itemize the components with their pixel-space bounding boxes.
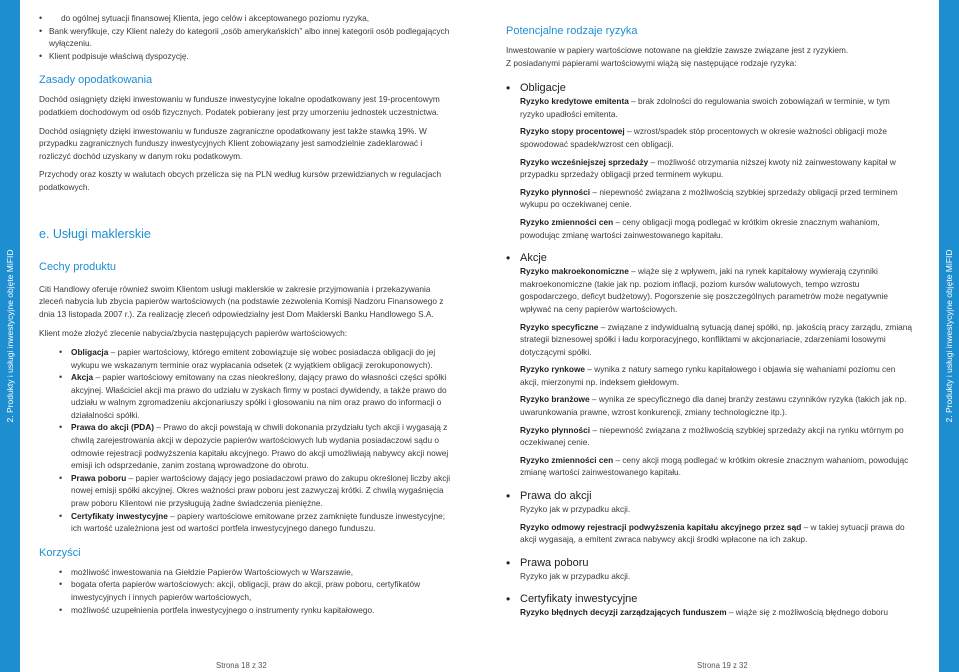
sidebar-label-left: 2. Produkty i usługi inwestycyjne objęte MiFID — [5, 249, 15, 423]
risk-item: Ryzyko odmowy rejestracji podwyższenia kapitału akcyjnego przez sąd – w takiej sytuacji prawa do akcji wygasają, a emitent zwraca nabywcy akcji środki wpłacone na ich zakup. — [520, 521, 905, 545]
risk-item: Ryzyko makroekonomiczne – wiąże się z wpływem, jaki na rynek kapitałowy wywierają czynniki makroekonomiczne (takie jak np. poziom inflacji, poziom kursów walutowych, tempo wzrostu gospodarczego, deficyt budżetowy). Pogorszenie się poszczególnych parametrów może negatywnie wpływać na ceny papierów wartościowych. — [520, 266, 889, 314]
risk-note: Ryzyko jak w przypadku akcji. — [520, 570, 631, 581]
tax-paragraph-1: Dochód osiągnięty dzięki inwestowaniu w fundusze inwestycyjne lokalne opodatkowany jest 19-procentowym podatkiem dochodowym od osób fizycznych. Podatek pobierany jest przy umorzeniu jednostek uczestnictwa. — [39, 94, 440, 117]
risk-group-investment-certificates-items — [506, 606, 913, 619]
right-sidebar-bar — [939, 0, 959, 672]
risk-item: Ryzyko zmienności cen – ceny akcji mogą podlegać w krótkim okresie znacznym wahaniom, powodując zmianę wartości zainwestowanego kapitału. — [520, 454, 909, 478]
risk-item: Ryzyko płynności – niepewność związana z możliwością szybkiej sprzedaży obligacji przed terminem wykupu po oczekiwanej cenie. — [520, 186, 898, 210]
risk-group-stocks-items — [506, 265, 913, 479]
risk-group-subscription-rights: • Prawa poboru — [506, 556, 913, 570]
risk-item: Ryzyko branżowe – wynika ze specyficznego dla danej branży zestawu czynników ryzyka (takich jak np. uwarunkowania prawne, wzrost konkurencji, zmiany technologiczne itp.). — [520, 394, 907, 418]
risk-item: Ryzyko błędnych decyzji zarządzających funduszem – wiąże się z możliwością błędnego doboru — [520, 607, 888, 618]
risk-note: Ryzyko jak w przypadku akcji. — [520, 504, 631, 515]
benefits-list — [39, 566, 451, 616]
features-paragraph-2: Klient może złożyć zlecenie nabycia/zbycia następujących papierów wartościowych: — [39, 328, 348, 339]
risk-item: Ryzyko płynności – niepewność związana z możliwością szybkiej sprzedaży akcji na rynku wtórnym po oczekiwanej cenie. — [520, 424, 904, 448]
list-item: • Obligacja – papier wartościowy, którego emitent zobowiązuje się wobec posiadacza obligacji do jej wykupu we wskazanym terminie oraz wypłacania odsetek (z wyjątkiem obligacji zerokuponowych). — [61, 346, 451, 371]
tax-paragraph-3: Przychody oraz koszty w walutach obcych przelicza się na PLN według kursów przewidzianych w regulacjach podatkowych. — [39, 169, 442, 192]
risk-item: Ryzyko kredytowe emitenta – brak zdolności do regulowania swoich zobowiązań w terminie, w tym ryzyko upadłości emitenta. — [520, 96, 890, 119]
page-number-right: Strona 19 z 32 — [697, 661, 748, 670]
list-item: • Certyfikaty inwestycyjne – papiery wartościowe emitowane przez zamknięte fundusze inwestycyjne; ich wartość uzależniona jest od wartości portfela inwestycyjnego danego funduszu. — [61, 510, 451, 535]
left-sidebar-bar — [0, 0, 20, 672]
tax-paragraph-2: Dochód osiągnięty dzięki inwestowaniu w fundusze zagraniczne opodatkowany jest także stawką 19%. W przypadku zagranicznych funduszy inwestycyjnych Klient zobowiązany jest samodzielnie zadeklarować i rozliczyć dochód uzyskany w danym roku podatkowym. — [39, 125, 427, 161]
sidebar-label-right: 2. Produkty i usługi inwestycyjne objęte MiFID — [944, 249, 954, 423]
list-item: • Klient podpisuje właściwą dyspozycję. — [39, 50, 451, 63]
list-item: • Bank weryfikuje, czy Klient należy do kategorii „osób amerykańskich” albo innej kategorii osób podlegających wyłączeniu. — [39, 25, 451, 50]
benefits-heading: Korzyści — [39, 546, 81, 559]
risk-group-bonds: • Obligacje — [506, 81, 913, 95]
risk-item: Ryzyko wcześniejszej sprzedaży – możliwość otrzymania niższej kwoty niż zainwestowany kapitał w przypadku sprzedaży obligacji przed terminem wykupu. — [520, 156, 896, 180]
features-paragraph-1: Citi Handlowy oferuje również swoim Klientom usługi maklerskie w zakresie przyjmowania i przekazywania zleceń nabycia lub zbycia papierów wartościowych (na podstawie zezwolenia Komisji Nadzoru Finansowego z dnia 13 listopada 2007 r.). Za realizację zleceń odpowiedzialny jest Dom Maklerski Banku Handlowego S.A. — [39, 283, 444, 319]
risk-item: Ryzyko rynkowe – wynika z natury samego rynku kapitałowego i objawia się wahaniami poziomu cen akcji, mierzonymi np. indeksem giełdowym. — [520, 364, 896, 387]
list-item: • do ogólnej sytuacji finansowej Klienta, jego celów i akceptowanego poziomu ryzyka, — [39, 12, 451, 25]
tax-heading: Zasady opodatkowania — [39, 74, 153, 87]
list-item: • bogata oferta papierów wartościowych: akcji, obligacji, praw do akcji, praw poboru, certyfikatów inwestycyjnych i innych papierów wartościowych, — [61, 578, 451, 603]
right-page-column — [506, 0, 913, 619]
features-heading: Cechy produktu — [39, 260, 117, 273]
risk-group-stocks: • Akcje — [506, 251, 913, 265]
section-title: e. Usługi maklerskie — [39, 226, 151, 241]
list-item: • Prawa poboru – papier wartościowy dający jego posiadaczowi prawo do zakupu określonej liczby akcji nowej emisji spółki akcyjnej. Okres ważności praw poboru jest zazwyczaj krótki. Z chwilą wygaśnięcia praw poboru Klientowi nie przysługują żadne świadczenia pieniężne. — [61, 472, 451, 510]
risk-group-investment-certificates: • Certyfikaty inwestycyjne — [506, 592, 913, 606]
risk-group-bonds-items — [506, 95, 913, 241]
risk-item: Ryzyko stopy procentowej – wzrost/spadek stóp procentowych w okresie ważności obligacji może spowodować spadek/wzrost cen obligacji. — [520, 126, 888, 149]
risk-item: Ryzyko specyficzne – związane z indywidualną sytuacją danej spółki, np. jakością pracy zarządu, zmianą strategii biznesowej spółki i ładu korporacyjnego, konfliktami w akcjonariacie, zdarzeniami losowymi dotyczącymi spółki. — [520, 321, 913, 357]
risk-group-subscription-rights-items — [506, 570, 913, 583]
risk-group-rights-to-shares-items — [506, 503, 913, 546]
intro-bullets — [39, 12, 451, 62]
risk-intro-1: Inwestowanie w papiery wartościowe notowane na giełdzie zawsze związane jest z ryzykiem. — [506, 45, 849, 55]
risk-group-rights-to-shares: • Prawa do akcji — [506, 489, 913, 503]
risk-intro-2: Z posiadanymi papierami wartościowymi wiążą się następujące rodzaje ryzyka: — [506, 57, 797, 68]
risk-heading: Potencjalne rodzaje ryzyka — [506, 25, 638, 37]
list-item: • Akcja – papier wartościowy emitowany na czas nieokreślony, dający prawo do własności części spółki akcyjnej. Właściciel akcji ma prawo do udziału w zyskach firmy w postaci dywidendy, a także prawo do udziału w walnym zgromadzeniu akcjonariuszy spółki i głosowaniu na nim oraz prawo do informacji o działalności spółki. — [61, 371, 451, 421]
list-item: • możliwość inwestowania na Giełdzie Papierów Wartościowych w Warszawie, — [61, 566, 451, 579]
list-item: • Prawa do akcji (PDA) – Prawo do akcji powstają w chwili dokonania przydziału tych akcji i wygasają z chwilą zarejestrowania akcji w depozycie papierów wartościowych lub wydania posiadaczowi sądu o odmowie rejestracji podwyższenia kapitału akcyjnego. Prawo do akcji umożliwiają nabywcy akcji nowej emisji ich odsprzedanie, zanim zostaną wprowadzone do obrotu. — [61, 421, 451, 471]
list-item: • możliwość uzupełnienia portfela inwestycyjnego o instrumenty rynku kapitałowego. — [61, 604, 451, 617]
left-page-column — [39, 0, 451, 616]
risk-item: Ryzyko zmienności cen – ceny obligacji mogą podlegać w krótkim okresie znacznym wahaniom, powodując zmianę wartości zainwestowanego kapitału. — [520, 216, 880, 240]
page-number-left: Strona 18 z 32 — [216, 661, 267, 670]
securities-list — [39, 346, 451, 535]
